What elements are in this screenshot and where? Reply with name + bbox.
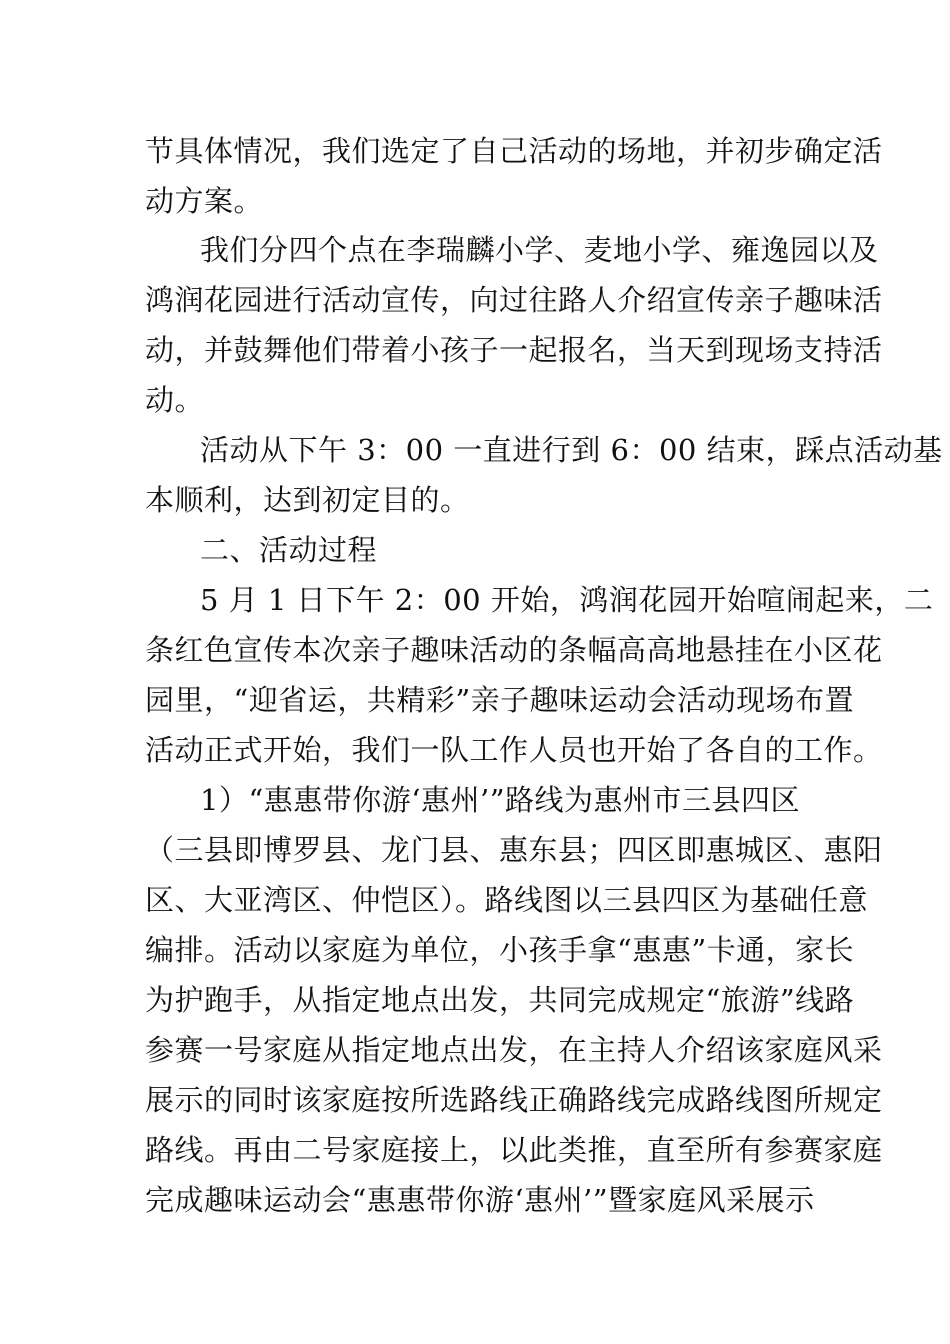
text-line: 参赛一号家庭从指定地点出发，在主持人介绍该家庭风采 bbox=[145, 1033, 883, 1067]
text-line: 活动正式开始，我们一队工作人员也开始了各自的工作。 bbox=[145, 733, 883, 767]
text-line: 鸿润花园进行活动宣传，向过往路人介绍宣传亲子趣味活 bbox=[145, 283, 883, 317]
text-line: 本顺利，达到初定目的。 bbox=[145, 483, 470, 517]
text-line: 为护跑手，从指定地点出发，共同完成规定“旅游”线路 bbox=[145, 983, 855, 1017]
paragraph-start-line: 我们分四个点在李瑞麟小学、麦地小学、雍逸园以及 bbox=[200, 233, 879, 267]
text-line: 动，并鼓舞他们带着小孩子一起报名，当天到现场支持活 bbox=[145, 333, 883, 367]
paragraph-start-line: 5 月 1 日下午 2：00 开始，鸿润花园开始喧闹起来，二 bbox=[200, 583, 934, 617]
text-line: 动方案。 bbox=[145, 184, 264, 218]
text-line: 节具体情况，我们选定了自己活动的场地，并初步确定活 bbox=[145, 134, 883, 168]
text-line: 园里，“迎省运，共精彩”亲子趣味运动会活动现场布置 bbox=[145, 683, 855, 717]
text-line: 展示的同时该家庭按所选路线正确路线完成路线图所规定 bbox=[145, 1083, 883, 1117]
text-line: 编排。活动以家庭为单位，小孩手拿“惠惠”卡通，家长 bbox=[145, 933, 855, 967]
text-line: 完成趣味运动会“惠惠带你游‘惠州’”暨家庭风采展示 bbox=[145, 1183, 815, 1217]
text-line: 区、大亚湾区、仲恺区）。路线图以三县四区为基础任意 bbox=[145, 883, 869, 917]
list-item-line: 1）“惠惠带你游‘惠州’”路线为惠州市三县四区 bbox=[200, 783, 801, 817]
text-line: 路线。再由二号家庭接上，以此类推，直至所有参赛家庭 bbox=[145, 1133, 883, 1167]
text-line: 动。 bbox=[145, 383, 205, 417]
section-heading: 二、活动过程 bbox=[200, 533, 378, 567]
paragraph-start-line: 活动从下午 3：00 一直进行到 6：00 结束，踩点活动基 bbox=[200, 433, 943, 467]
text-line: （三县即博罗县、龙门县、惠东县；四区即惠城区、惠阳 bbox=[145, 833, 883, 867]
text-line: 条红色宣传本次亲子趣味活动的条幅高高地悬挂在小区花 bbox=[145, 633, 883, 667]
